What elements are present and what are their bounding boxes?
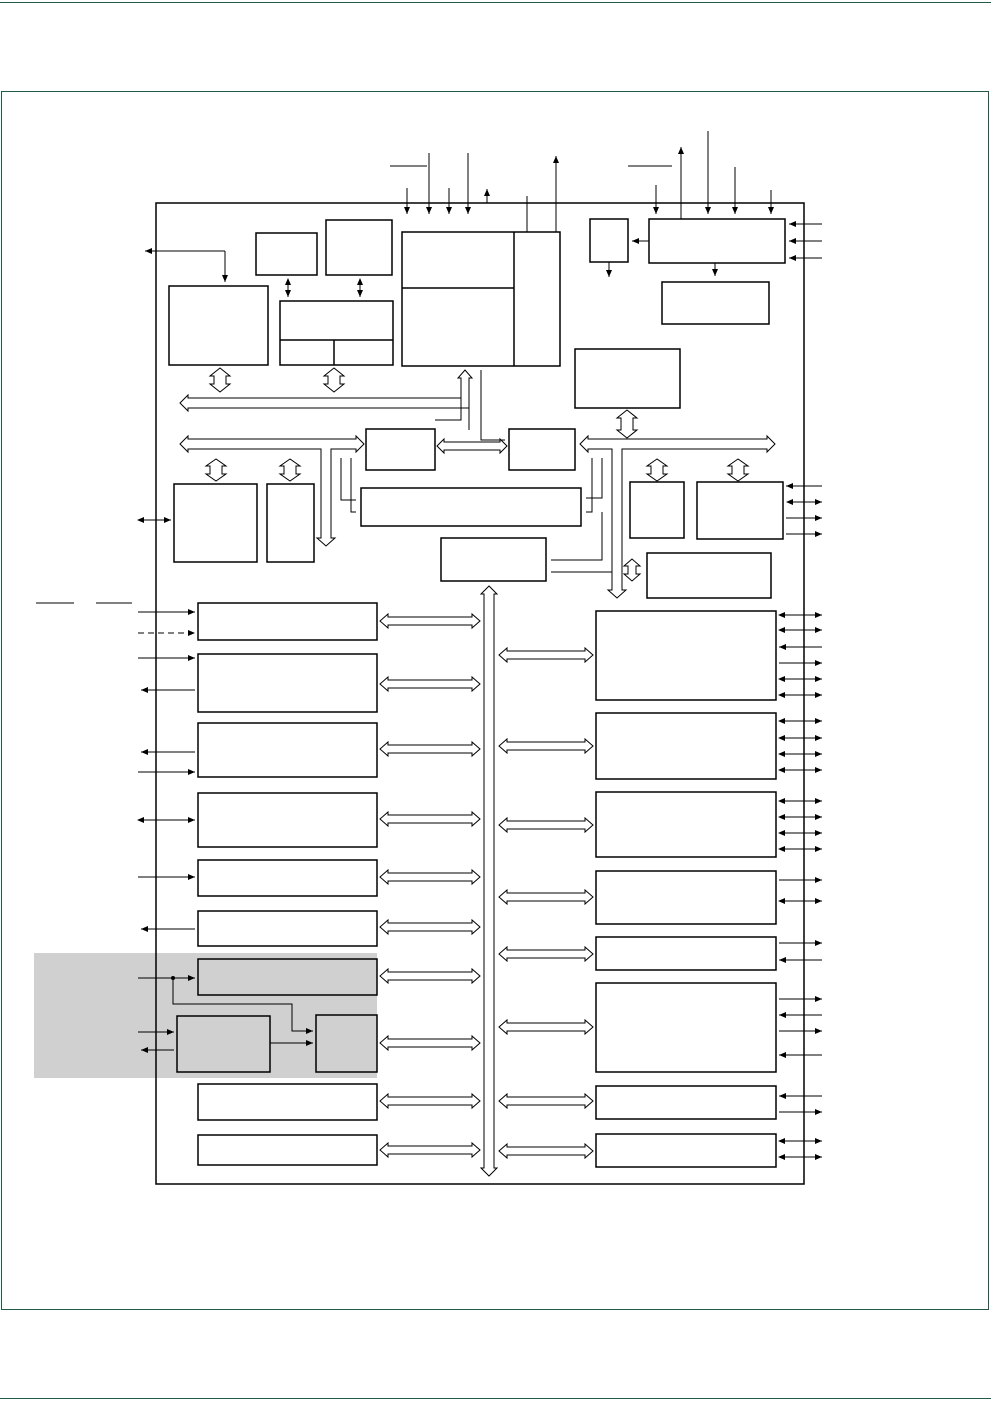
- diagram-path: [499, 648, 593, 662]
- block-tl-1: [169, 286, 268, 365]
- block-memctl: [280, 301, 393, 365]
- diagram-group: [206, 368, 748, 581]
- link-tr-3: [617, 410, 637, 438]
- periph-left-10: [198, 1135, 377, 1165]
- periph-left-4: [198, 793, 377, 847]
- bus-ahb-right: [580, 436, 775, 598]
- block-tl-3: [326, 220, 392, 275]
- periph-left-5: [198, 860, 377, 896]
- junction-dot: [171, 976, 175, 980]
- bus-ahb-left: [180, 436, 364, 546]
- diagram-path: [380, 812, 480, 826]
- link-lm-1: [206, 459, 226, 481]
- link-rm-1: [647, 459, 667, 481]
- link-lm-2: [280, 459, 300, 481]
- periph-left-9: [198, 1084, 377, 1120]
- diagram-path: [499, 947, 593, 961]
- diagram-path: [499, 818, 593, 832]
- bridge-right: [509, 429, 575, 470]
- periph-right-8: [596, 1134, 776, 1167]
- block-tr-small: [590, 219, 628, 262]
- apb-links-left: [380, 614, 480, 1157]
- bus-core-right: [481, 370, 505, 440]
- periph-right-4: [596, 871, 776, 924]
- diagram-path: [380, 969, 480, 983]
- block-dma: [441, 538, 546, 581]
- diagram-path: [380, 1094, 480, 1108]
- periph-right-7: [596, 1086, 776, 1119]
- diagram-path: [499, 890, 593, 904]
- periph-right-3: [596, 792, 776, 857]
- diagram-path: [380, 870, 480, 884]
- block-tr-clock: [649, 219, 785, 263]
- bus-bridge: [437, 439, 507, 453]
- block-rm-3: [647, 553, 771, 598]
- periph-left-2: [198, 654, 377, 712]
- block-tr-3: [575, 349, 680, 408]
- diagram-path: [380, 677, 480, 691]
- periph-left-1: [198, 603, 377, 640]
- diagram-path: [499, 739, 593, 753]
- diagram-path: [380, 614, 480, 628]
- block-lm-2: [267, 484, 314, 562]
- apb-links-right: [499, 648, 593, 1158]
- link-rm-3: [624, 559, 640, 581]
- diagram-path: [380, 1036, 480, 1050]
- periph-right-6: [596, 983, 776, 1072]
- diagram-path: [380, 1143, 480, 1157]
- periph-right-2: [596, 713, 776, 779]
- periph-right-5: [596, 937, 776, 970]
- figure-frame: [2, 92, 989, 1310]
- periph-left-6: [198, 911, 377, 946]
- link-rm-2: [728, 459, 748, 481]
- diagram-path: [380, 920, 480, 934]
- diagram-path: [499, 1020, 593, 1034]
- bus-core-bridge: [435, 398, 469, 430]
- block-tr-2: [662, 282, 769, 324]
- diagram-path: [380, 742, 480, 756]
- periph-left-3: [198, 723, 377, 777]
- diagram-path: [499, 1144, 593, 1158]
- bus-matrix-right: [586, 458, 602, 512]
- diagram-path: [499, 1094, 593, 1108]
- link-memctl: [324, 368, 344, 392]
- block-rm-1: [630, 482, 684, 538]
- block-rm-2: [697, 482, 783, 539]
- block-matrix: [361, 488, 581, 526]
- link-tl-1: [210, 368, 230, 392]
- block-lm-1: [174, 484, 257, 562]
- periph-right-1: [596, 611, 776, 700]
- block-core: [402, 232, 560, 366]
- bridge-left: [366, 429, 435, 470]
- block-tl-2: [256, 233, 317, 275]
- bus-apb: [481, 586, 497, 1176]
- bus-matrix-left: [341, 458, 356, 512]
